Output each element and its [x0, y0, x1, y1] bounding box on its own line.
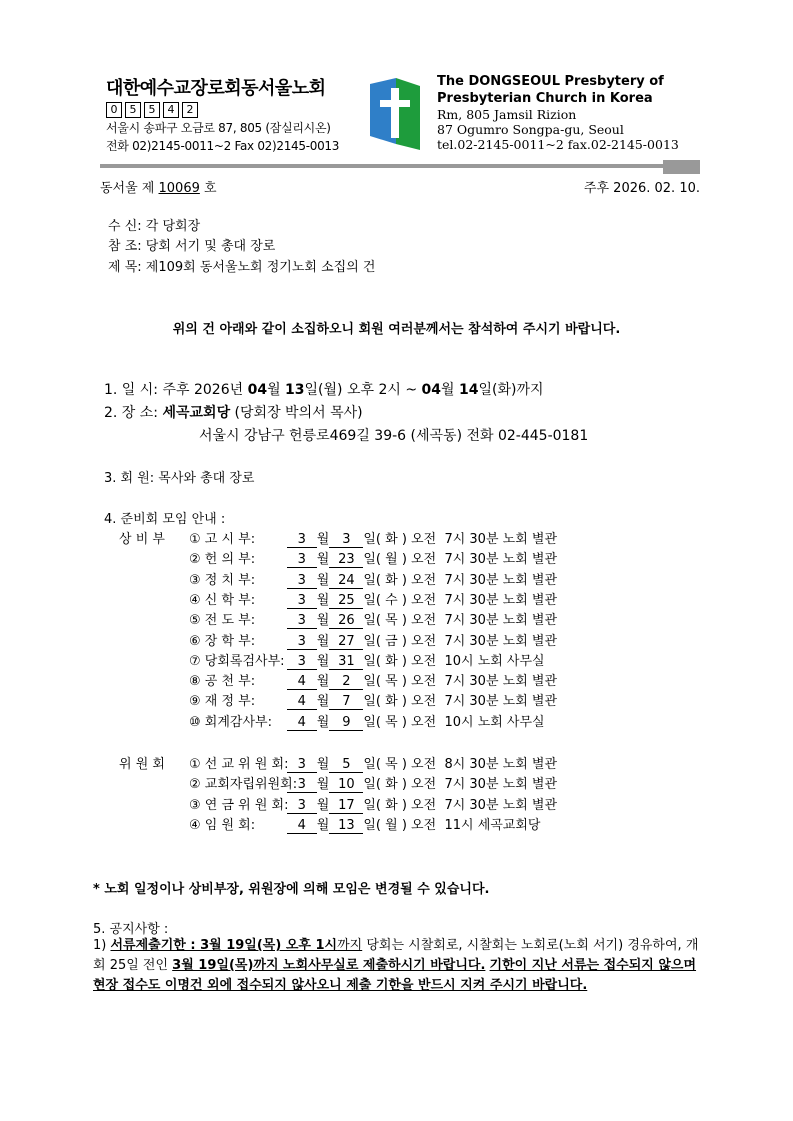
row-text: ① — [189, 532, 201, 547]
schedule-row: ② 교회자립위원회:3 월 10 일( 화 ) 오전 7시 30분 노회 별관 — [189, 773, 557, 793]
row-text: 일( — [363, 777, 381, 793]
reference-line: 참 조: 당회 서기 및 총대 장로 — [108, 239, 276, 254]
announcement-body: 1) 서류제출기한 : 3월 19일(목) 오후 1시까지 당회는 시찰회로, 시찰회는 노회로(노회 서기) 경유하여, 개회 25일 전인 3월 19일(목)까지 노회사무실로 제출하시기 바랍니다. 기한이 지난 서류는 접수되지 않으며 현장 접수도 이명건 외에 접수되지 않사오니 제출 기한을 반드시 지켜 주시기 바랍니다. — [93, 938, 699, 993]
row-text: 오전 — [411, 714, 437, 730]
committee-name: 공 천 부: — [204, 674, 256, 690]
lead-sentence: 위의 건 아래와 같이 소집하오니 회원 여러분께서는 참석하여 주시기 바랍니다. — [172, 322, 621, 337]
meeting-month: 4 — [287, 818, 317, 834]
meeting-day: 13 — [329, 818, 363, 834]
meeting-day: 26 — [329, 613, 363, 629]
meeting-day: 24 — [329, 573, 363, 589]
meeting-day: 25 — [329, 593, 363, 609]
schedule-row: ⑨ 재 정 부: 4 월 7 일( 화 ) 오전 7시 30분 노회 별관 — [189, 690, 557, 710]
meeting-day: 27 — [329, 634, 363, 650]
meeting-day: 7 — [329, 694, 363, 710]
header-divider-block — [663, 160, 700, 174]
standing-committees-label: 상 비 부 — [119, 532, 165, 547]
meeting-place: 노회 별관 — [502, 633, 558, 649]
meeting-weekday: 화 — [385, 532, 398, 547]
row-text: 일( — [363, 552, 381, 568]
meeting-weekday: 화 — [385, 797, 398, 813]
subject-line: 제 목: 제109회 동서울노회 정기노회 소집의 건 — [108, 260, 376, 275]
item-members: 3. 회 원: 목사와 총대 장로 — [104, 471, 255, 486]
row-text: 오전 — [411, 757, 437, 772]
row-text: 월 — [316, 653, 330, 669]
row-text: ⑨ — [189, 694, 201, 710]
schedule-row: ⑩ 회계감사부: 4 월 9 일( 목 ) 오전 10시 노회 사무실 — [189, 711, 545, 731]
meeting-weekday: 화 — [385, 694, 398, 710]
schedule-row: ④ 신 학 부: 3 월 25 일( 수 ) 오전 7시 30분 노회 별관 — [189, 589, 557, 609]
meeting-month: 3 — [287, 532, 317, 548]
committee-name: 고 시 부: — [204, 532, 256, 547]
row-text: 일( — [363, 592, 381, 608]
row-text: 일( — [363, 572, 381, 588]
committee-name: 임 원 회: — [204, 817, 256, 833]
row-text: 오전 — [411, 817, 437, 833]
committee-name: 정 치 부: — [204, 572, 256, 588]
header-divider — [100, 164, 700, 168]
committee-name: 당회록검사부: — [204, 653, 285, 669]
row-text: 오전 — [411, 797, 437, 813]
schedule-row: ① 고 시 부: 3 월 3 일( 화 ) 오전 7시 30분 노회 별관 — [189, 528, 557, 548]
meeting-month: 4 — [287, 674, 317, 690]
row-text: 월 — [316, 714, 330, 730]
row-text: 일( — [363, 817, 381, 833]
row-text: 일( — [363, 653, 381, 669]
schedule-row: ⑦ 당회록검사부: 3 월 31 일( 화 ) 오전 10시 노회 사무실 — [189, 650, 545, 670]
meeting-day: 3 — [329, 532, 363, 548]
meeting-place: 노회 사무실 — [477, 714, 545, 730]
meeting-place: 노회 별관 — [502, 613, 558, 629]
deadline-text: 서류제출기한 : 3월 19일(목) 오후 1시 — [110, 938, 338, 953]
meeting-time: 7시 30분 — [444, 633, 499, 649]
meeting-time: 7시 30분 — [444, 572, 499, 588]
row-text: 일( — [363, 797, 381, 813]
venue-address: 서울시 강남구 헌릉로469길 39-6 (세곡동) 전화 02-445-0181 — [199, 428, 589, 444]
org-name-korean: 대한예수교장로회동서울노회 — [106, 78, 326, 99]
meeting-time: 11시 — [444, 817, 474, 833]
schedule-row: ⑧ 공 천 부: 4 월 2 일( 목 ) 오전 7시 30분 노회 별관 — [189, 670, 557, 690]
meeting-day: 10 — [329, 777, 363, 793]
meeting-time: 7시 30분 — [444, 552, 499, 568]
announcements-title: 5. 공지사항 : — [93, 922, 169, 937]
committee-name: 신 학 부: — [204, 592, 256, 608]
row-text: ① — [189, 757, 201, 772]
row-text: 월 — [316, 613, 330, 629]
late-submission-warning: 기한이 지난 서류는 접수되지 않으며 현장 접수도 이명건 외에 접수되지 않사오니 제출 기한을 반드시 지켜 주시기 바랍니다. — [93, 958, 697, 993]
row-text: 일( — [363, 613, 381, 629]
meeting-time: 7시 30분 — [444, 592, 499, 608]
row-text: ③ — [189, 572, 201, 588]
row-text: 오전 — [411, 674, 437, 690]
row-text: ④ — [189, 592, 201, 608]
schedule-row: ⑤ 전 도 부: 3 월 26 일( 목 ) 오전 7시 30분 노회 별관 — [189, 609, 557, 629]
meeting-day: 31 — [329, 654, 363, 670]
committee-name: 교회자립위원회: — [204, 777, 298, 793]
meeting-weekday: 화 — [385, 653, 398, 669]
row-text: ⑦ — [189, 653, 201, 669]
row-text: 오전 — [411, 777, 437, 793]
committee-name: 회계감사부: — [204, 714, 272, 730]
meeting-place: 노회 별관 — [502, 797, 558, 813]
meeting-day: 2 — [329, 674, 363, 690]
meeting-weekday: 화 — [385, 572, 398, 588]
row-text: 월 — [316, 633, 330, 649]
meeting-weekday: 금 — [385, 633, 398, 649]
meeting-month: 3 — [287, 777, 317, 793]
schedule-row: ② 헌 의 부: 3 월 23 일( 월 ) 오전 7시 30분 노회 별관 — [189, 548, 557, 568]
meeting-time: 8시 30분 — [444, 757, 499, 772]
row-text: 월 — [316, 532, 330, 547]
row-text: ⑥ — [189, 633, 201, 649]
meeting-weekday: 수 — [385, 592, 398, 608]
committee-name: 재 정 부: — [204, 694, 256, 710]
meeting-place: 노회 별관 — [502, 777, 558, 793]
meeting-month: 3 — [287, 613, 317, 629]
row-text: 일( — [363, 714, 381, 730]
meeting-month: 4 — [287, 694, 317, 710]
meeting-month: 3 — [287, 552, 317, 568]
row-text: ③ — [189, 797, 201, 813]
zip-digit: 5 — [144, 102, 160, 118]
row-text: 월 — [316, 817, 330, 833]
meeting-weekday: 월 — [385, 817, 398, 833]
venue-name: 세곡교회당 — [162, 405, 231, 421]
meeting-weekday: 목 — [385, 714, 398, 730]
meeting-month: 3 — [287, 798, 317, 814]
meeting-place: 노회 별관 — [502, 694, 558, 710]
committee-name: 연 금 위 원 회: — [204, 797, 289, 813]
row-text: 오전 — [411, 552, 437, 568]
meeting-day: 9 — [329, 715, 363, 731]
document-number-value: 10069 — [158, 181, 200, 196]
meeting-time: 7시 30분 — [444, 532, 499, 547]
row-text: 오전 — [411, 572, 437, 588]
row-text: 오전 — [411, 592, 437, 608]
row-text: 오전 — [411, 532, 437, 547]
address-english — [437, 107, 679, 152]
row-text: 일( — [363, 674, 381, 690]
row-text: 월 — [316, 552, 330, 568]
item-prep-meetings-title: 4. 준비회 모임 안내 : — [104, 512, 226, 527]
zip-digit: 2 — [182, 102, 198, 118]
schedule-row: ③ 정 치 부: 3 월 24 일( 화 ) 오전 7시 30분 노회 별관 — [189, 569, 557, 589]
address-english-line1: Rm, 805 Jamsil Rizion — [437, 107, 577, 122]
meeting-time: 10시 — [444, 714, 474, 730]
item-date-time: 1. 일 시: 주후 2026년 04월 13일(월) 오후 2시 ~ 04월 14일(화)까지 — [104, 382, 544, 398]
meeting-time: 7시 30분 — [444, 777, 499, 793]
row-text: ⑧ — [189, 674, 201, 690]
phone-korean: 전화 02)2145-0011~2 Fax 02)2145-0013 — [106, 139, 340, 153]
row-text: 일( — [363, 633, 381, 649]
meeting-place: 노회 별관 — [502, 532, 558, 547]
meeting-day: 17 — [329, 798, 363, 814]
row-text: 월 — [316, 572, 330, 588]
row-text: 오전 — [411, 613, 437, 629]
meeting-month: 3 — [287, 654, 317, 670]
meeting-time: 7시 30분 — [444, 613, 499, 629]
row-text: ⑩ — [189, 714, 201, 730]
committee-name: 선 교 위 원 회: — [204, 757, 289, 772]
zip-digit: 5 — [125, 102, 141, 118]
row-text: 오전 — [411, 694, 437, 710]
row-text: 월 — [316, 797, 330, 813]
committees-label: 위 원 회 — [119, 757, 165, 772]
meeting-month: 3 — [287, 634, 317, 650]
row-text: 오전 — [411, 633, 437, 649]
address-english-line2: 87 Ogumro Songpa-gu, Seoul — [437, 122, 624, 137]
schedule-change-notice: * 노회 일정이나 상비부장, 위원장에 의해 모임은 변경될 수 있습니다. — [93, 882, 490, 897]
org-name-english-line1: The DONGSEOUL Presbytery of — [437, 74, 664, 89]
address-korean: 서울시 송파구 오금로 87, 805 (잠실리시온) — [106, 121, 331, 135]
phone-english: tel.02-2145-0011~2 fax.02-2145-0013 — [437, 137, 679, 152]
schedule-row: ④ 임 원 회: 4 월 13 일( 월 ) 오전 11시 세곡교회당 — [189, 814, 540, 834]
row-text: 월 — [316, 777, 330, 793]
row-text: 일( — [363, 757, 381, 772]
row-text: 일( — [363, 532, 381, 547]
org-name-english — [437, 73, 664, 107]
committee-name: 전 도 부: — [204, 613, 256, 629]
meeting-month: 4 — [287, 715, 317, 731]
meeting-place: 세곡교회당 — [477, 817, 541, 833]
committee-name: 장 학 부: — [204, 633, 256, 649]
committee-name: 헌 의 부: — [204, 552, 256, 568]
document-date: 주후 2026. 02. 10. — [583, 181, 700, 196]
cross-logo-icon — [370, 78, 420, 150]
meeting-weekday: 목 — [385, 613, 398, 629]
meeting-place: 노회 별관 — [502, 757, 558, 772]
zip-code-boxes — [106, 102, 198, 118]
submission-text: 3월 19일(목)까지 노회사무실로 제출하시기 바랍니다. — [172, 958, 486, 973]
row-text: 월 — [316, 674, 330, 690]
meeting-time: 7시 30분 — [444, 674, 499, 690]
zip-digit: 0 — [106, 102, 122, 118]
row-text: 월 — [316, 757, 330, 772]
meeting-place: 노회 별관 — [502, 572, 558, 588]
meeting-place: 노회 별관 — [502, 674, 558, 690]
meeting-place: 노회 별관 — [502, 592, 558, 608]
schedule-row: ① 선 교 위 원 회: 3 월 5 일( 목 ) 오전 8시 30분 노회 별관 — [189, 753, 557, 773]
row-text: 월 — [316, 592, 330, 608]
org-name-english-line2: Presbyterian Church in Korea — [437, 91, 653, 106]
row-text: ⑤ — [189, 613, 201, 629]
row-text: 월 — [316, 694, 330, 710]
meeting-place: 노회 사무실 — [477, 653, 545, 669]
meeting-month: 3 — [287, 573, 317, 589]
meeting-weekday: 월 — [385, 552, 398, 568]
meeting-weekday: 목 — [385, 674, 398, 690]
schedule-row: ⑥ 장 학 부: 3 월 27 일( 금 ) 오전 7시 30분 노회 별관 — [189, 630, 557, 650]
meeting-time: 10시 — [444, 653, 474, 669]
row-text: 오전 — [411, 653, 437, 669]
document-number: 동서울 제 10069 호 — [100, 181, 217, 196]
meeting-time: 7시 30분 — [444, 694, 499, 710]
meeting-place: 노회 별관 — [502, 552, 558, 568]
meeting-month: 3 — [287, 593, 317, 609]
meeting-day: 23 — [329, 552, 363, 568]
recipient-line: 수 신: 각 당회장 — [108, 219, 201, 234]
row-text: ② — [189, 552, 201, 568]
row-text: ④ — [189, 817, 201, 833]
zip-digit: 4 — [163, 102, 179, 118]
meeting-time: 7시 30분 — [444, 797, 499, 813]
item-venue: 2. 장 소: 세곡교회당 (당회장 박의서 목사) — [104, 405, 363, 421]
meeting-weekday: 화 — [385, 777, 398, 793]
meeting-weekday: 목 — [385, 757, 398, 772]
row-text: 일( — [363, 694, 381, 710]
schedule-row: ③ 연 금 위 원 회: 3 월 17 일( 화 ) 오전 7시 30분 노회 별관 — [189, 794, 557, 814]
meeting-day: 5 — [329, 757, 363, 773]
meeting-month: 3 — [287, 757, 317, 773]
row-text: ② — [189, 777, 201, 793]
